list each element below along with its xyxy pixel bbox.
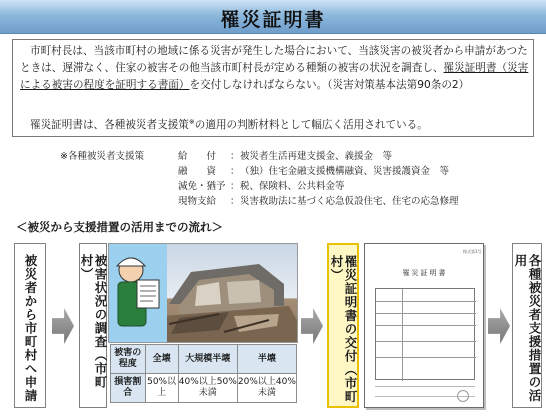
- table-header-cell: 大規模半壊: [178, 345, 237, 374]
- table-cell: 40%以上50%未満: [178, 374, 237, 403]
- damage-survey-illustration: [108, 243, 298, 343]
- certificate-heading: 罹災証明書: [402, 269, 448, 277]
- measure-category: 減免・猶予: [178, 181, 226, 192]
- definition-text-b: を交付しなければならない。（災害対策基本法第90条の2）: [189, 79, 470, 91]
- definition2-text-a: 罹災証明書は、各種被災者支援策: [30, 119, 189, 131]
- table-header-cell: 全壊: [145, 345, 178, 374]
- measure-row: [178, 148, 392, 162]
- measure-separator: ：: [230, 196, 240, 207]
- step-apply-label: 被災者から市町村へ申請: [23, 254, 38, 403]
- grid-line: [376, 341, 476, 342]
- measure-row: [178, 193, 459, 207]
- measure-separator: ：: [230, 166, 240, 177]
- certificate-form-icon: [364, 243, 484, 408]
- definition-text-a: 市町村長は、当該市町村の地域に係る災害が発生した場合において、当該災害の被災者から申請があつたときは、遅滞なく、住家の被害その他当該市町村長が定める種類の被害の状況を調査し、: [20, 45, 528, 74]
- step-issue-label: 罹災証明書の交付（市町村）: [329, 255, 358, 404]
- table-row: [111, 374, 297, 403]
- table-cell: 20%以上40%未満: [237, 374, 296, 403]
- table-row-label: 損害割合: [111, 374, 146, 403]
- step-survey-box: [79, 243, 107, 408]
- measures-heading: ※各種被災者支援策: [60, 151, 144, 162]
- definition-underlined-text: 罹災証明書（災害による被害の程度を証明する書面）: [20, 62, 529, 91]
- damaged-house-photo-icon: [109, 244, 298, 343]
- certificate-grid: [375, 288, 475, 380]
- definition-box: [12, 39, 534, 137]
- measure-row: [178, 163, 449, 177]
- step-use-support-label: 各種被災者支援措置の活用: [513, 254, 542, 403]
- table-header-cell: 被害の程度: [111, 345, 146, 374]
- flow-arrow-icon: [488, 308, 510, 344]
- certificate-footer-line: [375, 386, 475, 387]
- measure-separator: ：: [230, 151, 240, 162]
- seal-icon: [457, 390, 469, 402]
- measure-content: 税、保険料、公共料金等: [240, 181, 345, 192]
- measure-content: 災害救助法に基づく応急仮設住宅、住宅の応急修理: [240, 196, 459, 207]
- flow-arrow-icon: [52, 308, 74, 344]
- table-cell: 50%以上: [145, 374, 178, 403]
- certificate-form-number: 様式第1号: [463, 249, 482, 254]
- measure-content: （独）住宅金融支援機構融資、災害援護資金 等: [240, 166, 450, 177]
- step-issue-certificate-box: [327, 243, 359, 408]
- step-apply-box: [14, 243, 46, 408]
- table-header-cell: 半壊: [237, 345, 296, 374]
- measure-category: 現物支給: [178, 196, 217, 207]
- measure-category: 給 付: [178, 151, 217, 162]
- measure-content: 被災者生活再建支援金、義援金 等: [240, 151, 393, 162]
- definition-paragraph-1: [20, 43, 532, 94]
- definition-paragraph-2: [20, 114, 532, 134]
- flow-arrow-icon: [301, 308, 323, 344]
- grid-line: [376, 313, 476, 314]
- page-title: 罹災証明書: [220, 9, 326, 31]
- flow-title: ＜被災から支援措置の活用までの流れ＞: [16, 220, 223, 234]
- grid-line: [376, 357, 476, 358]
- step-survey-label: 被害状況の調査（市町村）: [79, 254, 108, 389]
- damage-degree-table: [110, 344, 297, 403]
- measure-separator: ：: [230, 181, 240, 192]
- table-row: [111, 345, 297, 374]
- step-use-support-box: [512, 243, 542, 408]
- grid-line: [376, 301, 476, 302]
- measure-category: 融 資: [178, 166, 217, 177]
- definition2-text-b: の適用の判断材料として幅広く活用されている。: [194, 119, 428, 131]
- footnote-mark: ※: [188, 118, 195, 126]
- grid-line: [402, 289, 403, 381]
- grid-line: [376, 325, 476, 326]
- measure-row: [178, 178, 345, 192]
